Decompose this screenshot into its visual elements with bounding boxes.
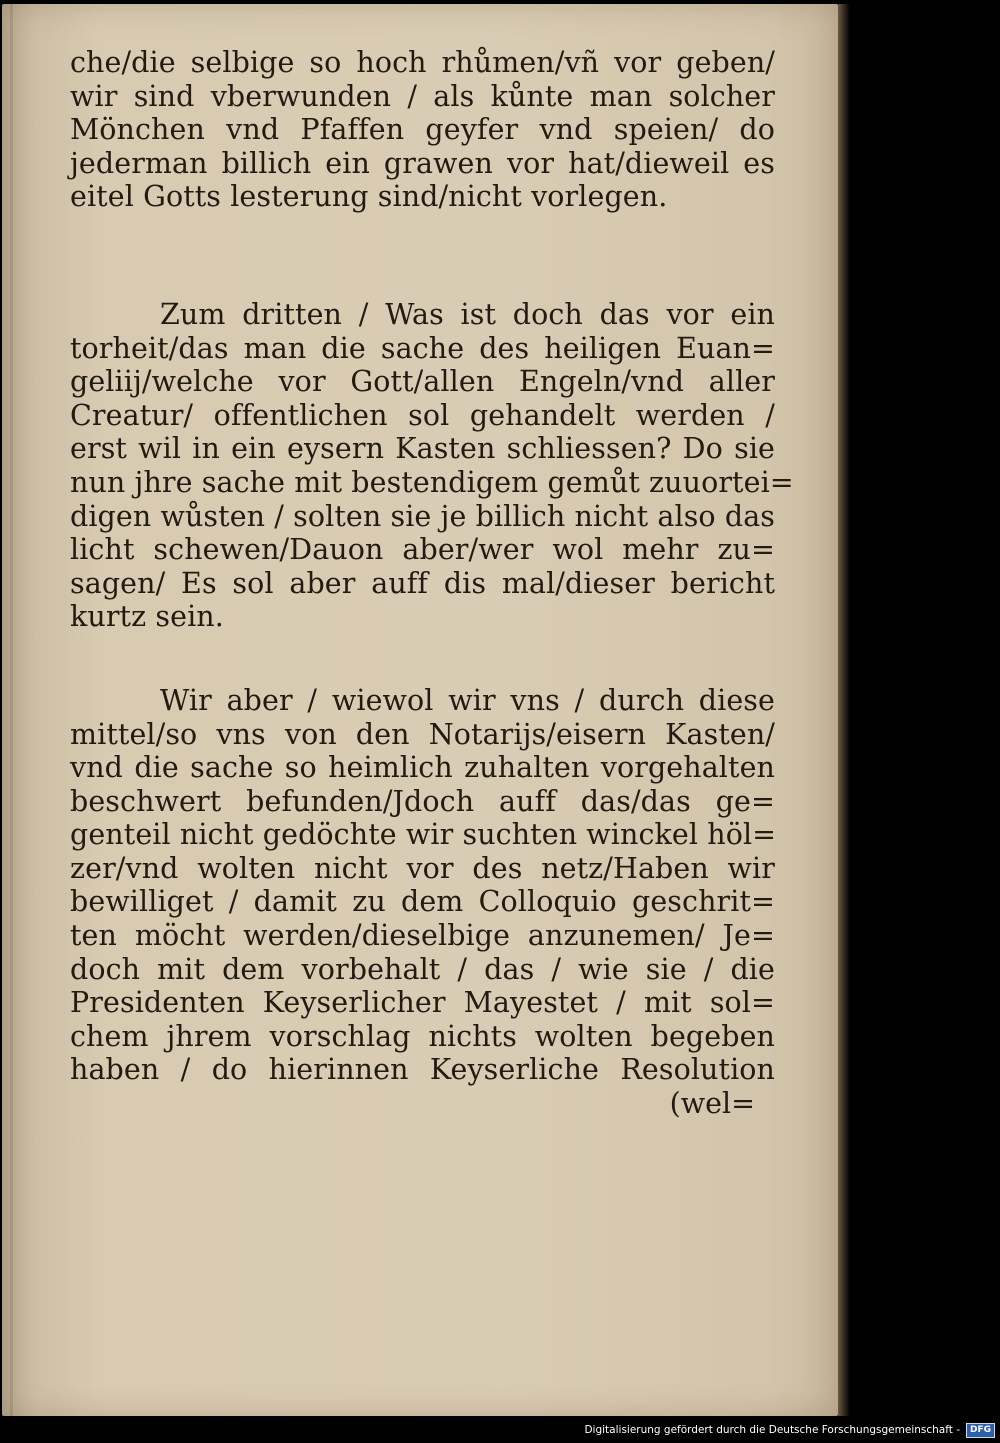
text-line: mittel/so vns von den Notarijs/eisern Kasten/ <box>70 717 775 751</box>
text-line: Zum dritten / Was ist doch das vor ein <box>160 297 775 331</box>
text-line: erst wil in ein eysern Kasten schliessen? Do sie <box>70 432 775 466</box>
paragraph-gap <box>70 634 775 684</box>
dfg-logo-icon: DFG <box>966 1423 995 1438</box>
book-page <box>2 4 838 1416</box>
text-line: eitel Gotts lesterung sind/nicht vorlegen. <box>70 180 668 214</box>
text-line: sagen/ Es sol aber auff dis mal/dieser bericht <box>70 566 775 600</box>
text-line: doch mit dem vorbehalt / das / wie sie / die <box>70 952 775 986</box>
text-line: Mönchen vnd Pfaffen geyfer vnd speien/ do <box>70 113 775 147</box>
text-line: digen wůsten / solten sie je billich nicht also das <box>70 499 776 533</box>
page-text <box>70 46 794 1121</box>
text-line: kurtz sein. <box>70 600 224 634</box>
text-line: zer/vnd wolten nicht vor des netz/Haben wir <box>70 851 775 885</box>
digitization-footer <box>575 1421 995 1439</box>
text-line: licht schewen/Dauon aber/wer wol mehr zu= <box>70 533 775 567</box>
text-line: torheit/das man die sache des heiligen Euan= <box>70 331 775 365</box>
text-line: haben / do hierinnen Keyserliche Resolution <box>70 1053 775 1087</box>
text-line: genteil nicht gedöchte wir suchten winckel höl= <box>70 818 777 852</box>
page-edge-shadow <box>838 4 850 1416</box>
text-line: geliij/welche vor Gott/allen Engeln/vnd aller <box>70 365 775 399</box>
paragraph-2 <box>70 297 794 634</box>
paragraph-gap <box>70 214 775 298</box>
text-line: vnd die sache so heimlich zuhalten vorgehalten <box>70 751 775 785</box>
footer-credit: Digitalisierung gefördert durch die Deutsche Forschungsgemeinschaft - <box>584 1424 960 1436</box>
text-line: chem jhrem vorschlag nichts wolten begeben <box>70 1019 775 1053</box>
paragraph-3 <box>70 684 775 1087</box>
paragraph-1 <box>70 46 775 214</box>
text-line: Creatur/ offentlichen sol gehandelt werden / <box>70 398 775 432</box>
text-line: nun jhre sache mit bestendigem gemůt zuuortei= <box>70 465 794 499</box>
text-line: bewilliget / damit zu dem Colloquio geschrit= <box>70 885 775 919</box>
text-line: che/die selbige so hoch rhůmen/vñ vor geben/ <box>70 46 775 79</box>
text-line: beschwert befunden/Jdoch auff das/das ge= <box>70 784 775 818</box>
text-line: wir sind vberwunden / als kůnte man solcher <box>70 79 775 113</box>
text-line: Presidenten Keyserlicher Mayestet / mit sol= <box>70 986 775 1020</box>
catchword: (wel= <box>669 1087 755 1121</box>
text-line: jederman billich ein grawen vor hat/dieweil es <box>70 146 775 180</box>
text-line: Wir aber / wiewol wir vns / durch diese <box>160 683 775 717</box>
text-line: ten möcht werden/dieselbige anzunemen/ Je= <box>70 919 775 953</box>
